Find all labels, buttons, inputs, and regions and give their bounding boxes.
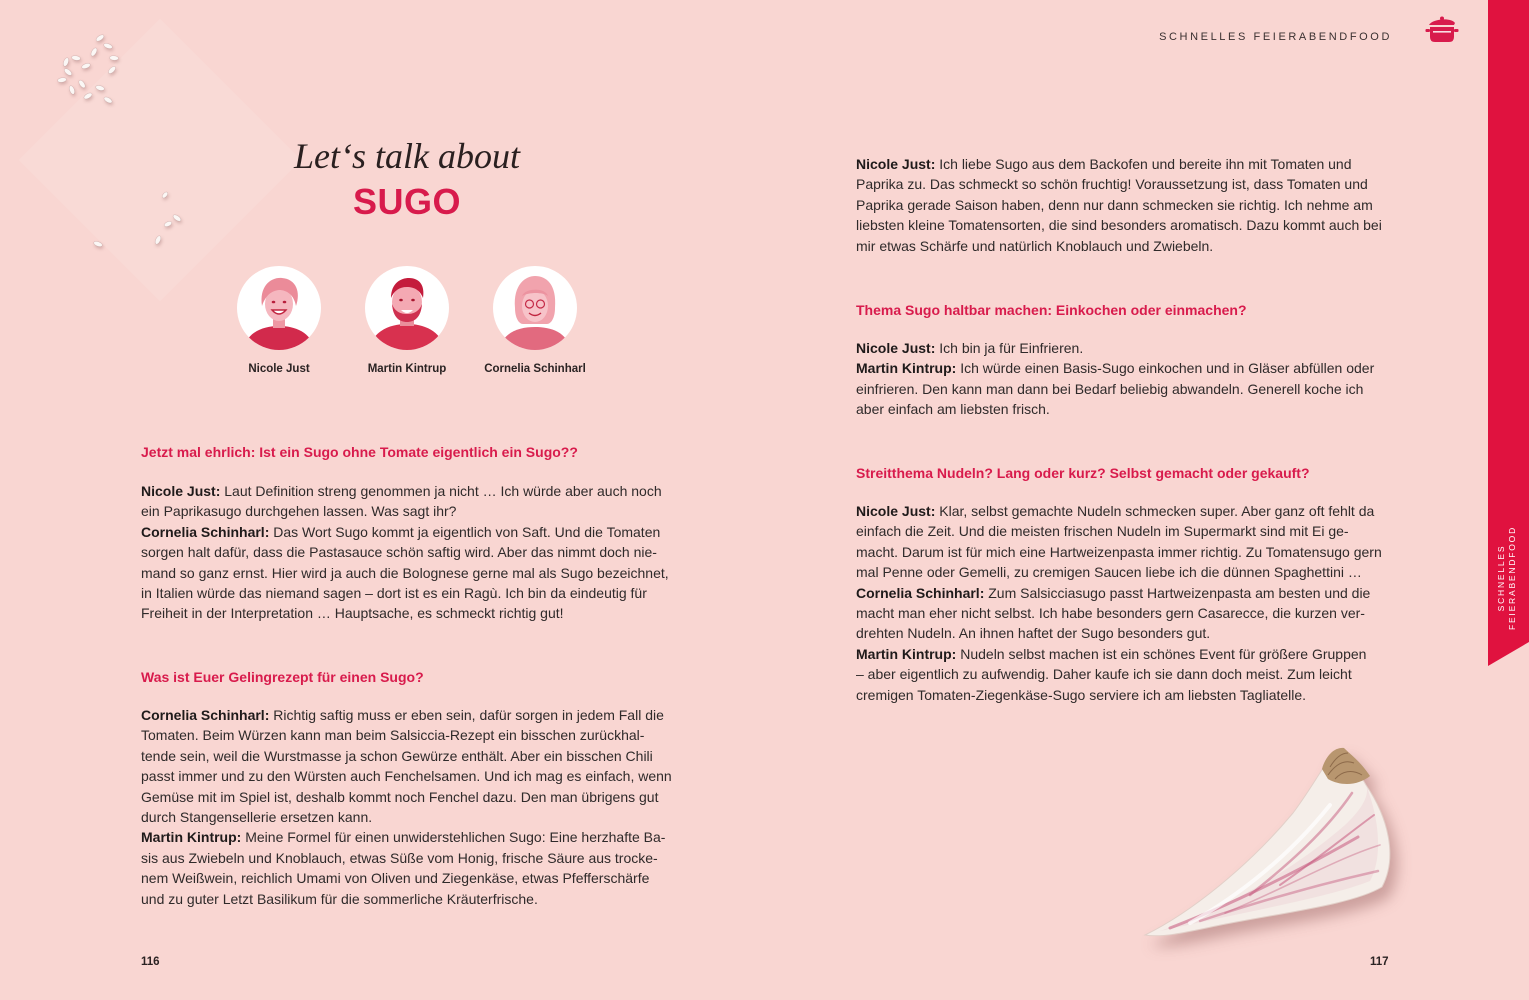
- text-line: mand so ganz ernst. Hier wird ja auch die Bolognese gerne mal als Sugo bezeichnet,: [141, 564, 669, 581]
- answer-block: [141, 705, 672, 909]
- rice-grain: [95, 34, 105, 43]
- rice-grain: [78, 79, 87, 89]
- line-text: Meine Formel für einen unwiderstehlichen Sugo: Eine herzhafte Ba-: [245, 829, 666, 846]
- pot-body: [1430, 27, 1454, 42]
- text-line: ein Paprikasugo durchgehen lassen. Was sagt ihr?: [141, 503, 457, 520]
- portrait-eye: [283, 301, 287, 304]
- author-name: Nicole Just: [248, 363, 310, 375]
- cooking-pot-icon: [1424, 14, 1460, 44]
- text-line: [856, 154, 1382, 174]
- portrait-shoulders: [369, 324, 445, 350]
- text-line: in Italien würde das niemand sagen – dort ist es ein Ragù. Ich bin da eindeutig für: [141, 584, 647, 601]
- rice-grain: [163, 220, 172, 227]
- text-line: sis aus Zwiebeln und Knoblauch, etwas Süße vom Honig, frische Säure aus trocke-: [141, 849, 658, 866]
- text-line: – aber eigentlich zu aufwendig. Daher kaufe ich sie dann doch meist. Zum leicht: [856, 666, 1352, 683]
- chapter-tab-line: SCHNELLES: [1496, 544, 1506, 612]
- rice-grain: [95, 85, 105, 92]
- text-line: [141, 481, 669, 501]
- line-text: Nudeln selbst machen ist ein schönes Event für größere Gruppen: [960, 645, 1367, 662]
- text-line: tende sein, weil die Wurstmasse ja schon Gewürze enthält. Aber ein bisschen Chili: [141, 747, 653, 764]
- page-title-topic: SUGO: [352, 181, 461, 222]
- text-line: Paprika gerade Saison haben, denn nur dann schmecken sie richtig. Ich nehme am: [856, 196, 1373, 213]
- rice-grain: [107, 65, 117, 75]
- portrait-illustration: [365, 266, 449, 350]
- rice-grain: [63, 67, 73, 76]
- rice-grain: [68, 85, 75, 95]
- speaker-name: Cornelia Schinharl:: [856, 584, 985, 601]
- text-line: passt immer und zu den Würsten auch Fenchelsamen. Und ich mag es einfach, wenn: [141, 768, 672, 785]
- speaker-name: Martin Kintrup:: [141, 829, 242, 846]
- portrait-illustration: [237, 266, 321, 350]
- text-line: mal Penne oder Gemelli, zu cremigen Saucen liebe ich die dünnen Spaghettini …: [856, 564, 1362, 581]
- line-text: Laut Definition streng genommen ja nicht … Ich würde aber auch noch: [224, 483, 662, 499]
- portrait-eye: [411, 299, 415, 302]
- pot-lid-knob: [1440, 17, 1444, 21]
- text-line: und zu guter Letzt Basilikum für die sommerliche Kräuterfrische.: [141, 890, 538, 907]
- page-number-left: 116: [141, 956, 160, 968]
- question-heading: Streitthema Nudeln? Lang oder kurz? Selbst gemacht oder gekauft?: [856, 465, 1310, 481]
- line-text: Klar, selbst gemachte Nudeln schmecken super. Aber ganz oft fehlt da: [939, 503, 1375, 519]
- text-line: aber einfach am liebsten frisch.: [856, 401, 1050, 418]
- speaker-name: Cornelia Schinharl:: [141, 523, 270, 540]
- avatar-nicole-just: [237, 266, 321, 350]
- rice-grain: [109, 55, 118, 60]
- speaker-name: Nicole Just:: [141, 483, 221, 499]
- text-line: sorgen halt dafür, dass die Pastasauce schön saftig wird. Aber das nimmt doch nie-: [141, 544, 657, 561]
- speaker-name: Martin Kintrup:: [856, 360, 957, 377]
- text-line: macht man eher nicht selbst. Ich habe besonders gern Casarecce, die kurzen ver-: [856, 604, 1365, 621]
- portrait-eye: [399, 299, 403, 302]
- rice-grain: [71, 55, 81, 61]
- rice-grain: [90, 47, 98, 57]
- answer-block: [856, 338, 1374, 420]
- answer-block: [141, 481, 669, 624]
- text-line: [856, 583, 1382, 603]
- text-line: [856, 358, 1374, 378]
- text-line: einfach die Zeit. Und die meisten frischen Nudeln im Supermarkt sind mit Ei ge-: [856, 523, 1349, 540]
- speaker-name: Nicole Just:: [856, 340, 936, 356]
- page-number-right: 117: [1370, 956, 1389, 968]
- text-line: [856, 338, 1374, 358]
- question-heading: Thema Sugo haltbar machen: Einkochen oder einmachen?: [856, 302, 1247, 318]
- pot-handle: [1454, 29, 1459, 32]
- pot-stripe: [1433, 31, 1451, 33]
- pot-handle: [1426, 29, 1431, 32]
- text-line: [141, 705, 672, 725]
- line-text: Ich liebe Sugo aus dem Backofen und bereite ihn mit Tomaten und: [939, 156, 1352, 172]
- speaker-name: Nicole Just:: [856, 503, 936, 519]
- rice-grain: [62, 57, 69, 67]
- text-line: Freiheit in der Interpretation … Hauptsache, es schmeckt richtig gut!: [141, 605, 564, 622]
- question-heading: Was ist Euer Gelingrezept für einen Sugo?: [141, 669, 424, 685]
- rice-grain: [57, 77, 67, 83]
- text-line: Paprika zu. Das schmeckt so schön fruchtig! Voraussetzung ist, dass Tomaten und: [856, 176, 1368, 193]
- text-line: nem Weißwein, reichlich Umami von Oliven und Ziegenkäse, etwas Pfefferschärfe: [141, 870, 650, 887]
- text-line: [856, 501, 1382, 521]
- answer-block: [856, 501, 1382, 705]
- text-line: liebsten kleine Tomatensorten, die sind besonders aromatisch. Dazu kommt auch bei: [856, 217, 1382, 234]
- rice-grain: [103, 96, 113, 104]
- rice-grain: [81, 62, 91, 69]
- rice-grain: [103, 42, 113, 49]
- answer-block: [856, 154, 1382, 256]
- garlic-clove-illustration: [1130, 745, 1410, 955]
- portrait-shoulders: [243, 326, 315, 350]
- text-line: mir etwas Schärfe und natürlich Knoblauch und Zwiebeln.: [856, 237, 1214, 254]
- line-text: Zum Salsicciasugo passt Hartweizenpasta am besten und die: [988, 584, 1371, 601]
- rice-grain: [161, 191, 169, 199]
- author-name: Cornelia Schinharl: [484, 363, 586, 375]
- speaker-name: Martin Kintrup:: [856, 645, 957, 662]
- chapter-tab-line: FEIERABENDFOOD: [1507, 525, 1517, 631]
- text-line: cremigen Tomaten-Ziegenkäse-Sugo serviere ich am liebsten Tagliatelle.: [856, 686, 1307, 703]
- rice-grain: [93, 240, 103, 247]
- text-line: Gemüse mit im Spiel ist, deshalb kommt noch Fenchel dazu. Den man übrigens gut: [141, 788, 659, 805]
- text-line: Tomaten. Beim Würzen kann man beim Salsiccia-Rezept ein bisschen zurückhal-: [141, 727, 645, 744]
- avatar-martin-kintrup: [365, 266, 449, 350]
- text-line: macht. Darum ist für mich eine Hartweizenpasta immer richtig. Zu Tomatensugo gern: [856, 543, 1382, 560]
- speaker-name: Nicole Just:: [856, 156, 936, 172]
- portrait-illustration: [493, 266, 577, 350]
- avatar-cornelia-schinharl: [493, 266, 577, 350]
- text-line: [141, 522, 669, 542]
- portrait-eye: [272, 301, 276, 304]
- line-text: Richtig saftig muss er eben sein, dafür sorgen in jedem Fall die: [273, 707, 664, 723]
- text-line: [856, 644, 1382, 664]
- running-header: SCHNELLES FEIERABENDFOOD: [1159, 31, 1392, 43]
- text-line: durch Stangensellerie ersetzen kann.: [141, 808, 373, 825]
- page-title-intro: Let‘s talk about: [294, 136, 520, 176]
- line-text: Ich würde einen Basis-Sugo einkochen und in Gläser abfüllen oder: [960, 360, 1375, 377]
- text-line: einfrieren. Den kann man dann bei Bedarf beliebig abwandeln. Generell koche ich: [856, 380, 1364, 397]
- portrait-shoulders: [499, 327, 571, 350]
- text-line: drehten Nudeln. An ihnen haftet der Sugo besonders gut.: [856, 625, 1211, 642]
- chapter-tab-label: [1492, 518, 1522, 638]
- rice-grain: [154, 235, 162, 245]
- speaker-name: Cornelia Schinharl:: [141, 707, 270, 723]
- rice-grain: [172, 214, 182, 223]
- question-heading: Jetzt mal ehrlich: Ist ein Sugo ohne Tomate eigentlich ein Sugo??: [141, 444, 578, 460]
- author-name: Martin Kintrup: [367, 363, 447, 375]
- line-text: Das Wort Sugo kommt ja eigentlich von Saft. Und die Tomaten: [273, 523, 661, 540]
- rice-grains-decoration: [40, 20, 200, 260]
- rice-grain: [83, 92, 93, 100]
- line-text: Ich bin ja für Einfrieren.: [939, 340, 1084, 356]
- text-line: [141, 827, 672, 847]
